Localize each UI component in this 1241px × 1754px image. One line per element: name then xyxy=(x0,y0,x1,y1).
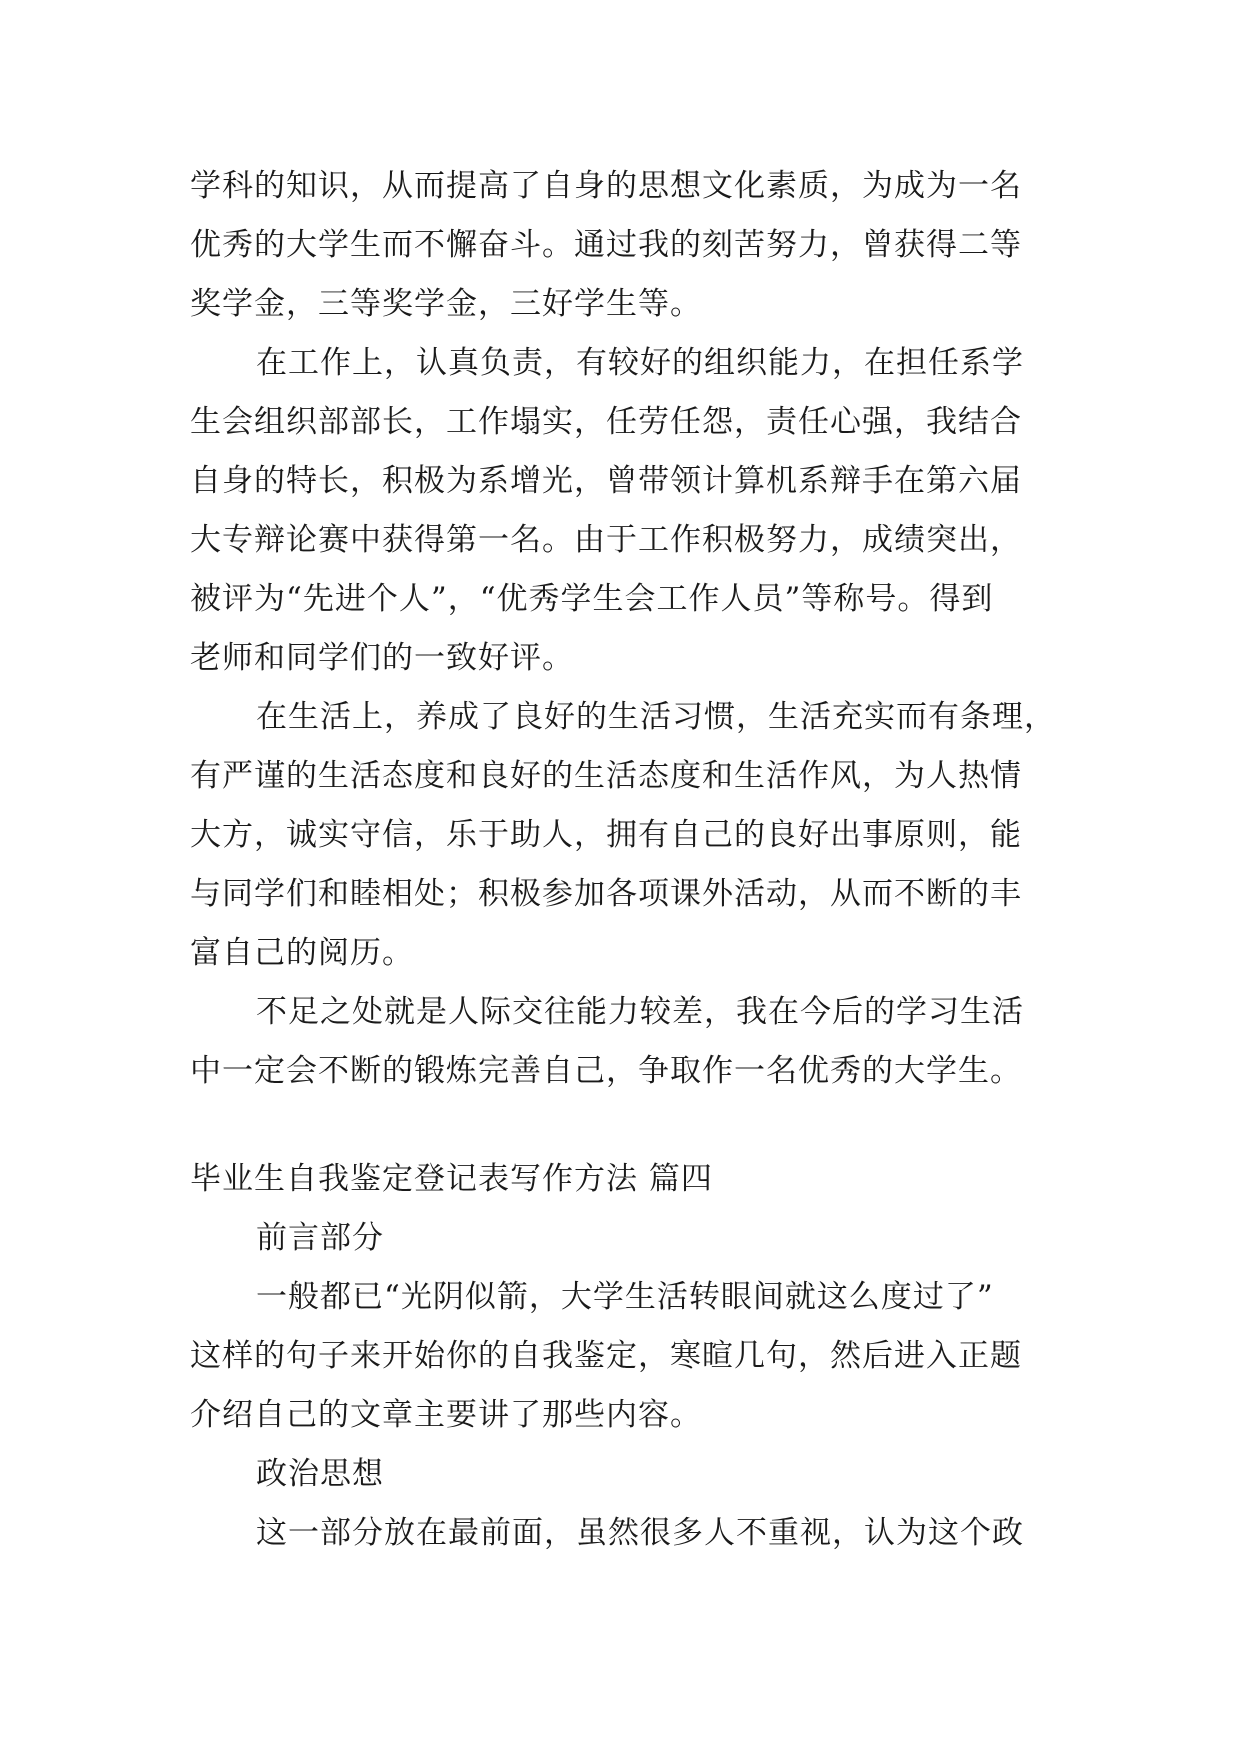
paragraph-line: 介绍自己的文章主要讲了那些内容。 xyxy=(190,1397,702,1433)
paragraph-line: 学科的知识，从而提高了自身的思想文化素质，为成为一名 xyxy=(190,168,1022,204)
paragraph-line: 老师和同学们的一致好评。 xyxy=(190,640,574,676)
paragraph-line: 这样的句子来开始你的自我鉴定，寒暄几句，然后进入正题 xyxy=(190,1338,1022,1374)
subheading: 前言部分 xyxy=(256,1220,384,1256)
subheading: 政治思想 xyxy=(256,1456,384,1492)
paragraph-line: 在工作上，认真负责，有较好的组织能力，在担任系学 xyxy=(256,345,1024,381)
section-heading: 毕业生自我鉴定登记表写作方法 篇四 xyxy=(190,1161,713,1197)
paragraph-line: 奖学金，三等奖学金，三好学生等。 xyxy=(190,286,702,322)
paragraph-line: 大方，诚实守信，乐于助人，拥有自己的良好出事原则，能 xyxy=(190,817,1022,853)
paragraph-line: 这一部分放在最前面，虽然很多人不重视，认为这个政 xyxy=(256,1515,1024,1551)
paragraph-line: 与同学们和睦相处；积极参加各项课外活动，从而不断的丰 xyxy=(190,876,1022,912)
paragraph-line: 自身的特长，积极为系增光，曾带领计算机系辩手在第六届 xyxy=(190,463,1022,499)
paragraph-line: 在生活上，养成了良好的生活习惯，生活充实而有条理， xyxy=(256,699,1056,735)
paragraph-line: 被评为“先进个人”，“优秀学生会工作人员”等称号。得到 xyxy=(190,581,994,617)
paragraph-line: 有严谨的生活态度和良好的生活态度和生活作风，为人热情 xyxy=(190,758,1022,794)
paragraph-line: 大专辩论赛中获得第一名。由于工作积极努力，成绩突出， xyxy=(190,522,1022,558)
paragraph-line: 富自己的阅历。 xyxy=(190,935,414,971)
paragraph-line: 不足之处就是人际交往能力较差，我在今后的学习生活 xyxy=(256,994,1024,1030)
paragraph-line: 一般都已“光阴似箭，大学生活转眼间就这么度过了” xyxy=(256,1279,994,1315)
paragraph-line: 生会组织部部长，工作塌实，任劳任怨，责任心强，我结合 xyxy=(190,404,1022,440)
paragraph-line: 优秀的大学生而不懈奋斗。通过我的刻苦努力，曾获得二等 xyxy=(190,227,1022,263)
paragraph-line: 中一定会不断的锻炼完善自己，争取作一名优秀的大学生。 xyxy=(190,1053,1022,1089)
